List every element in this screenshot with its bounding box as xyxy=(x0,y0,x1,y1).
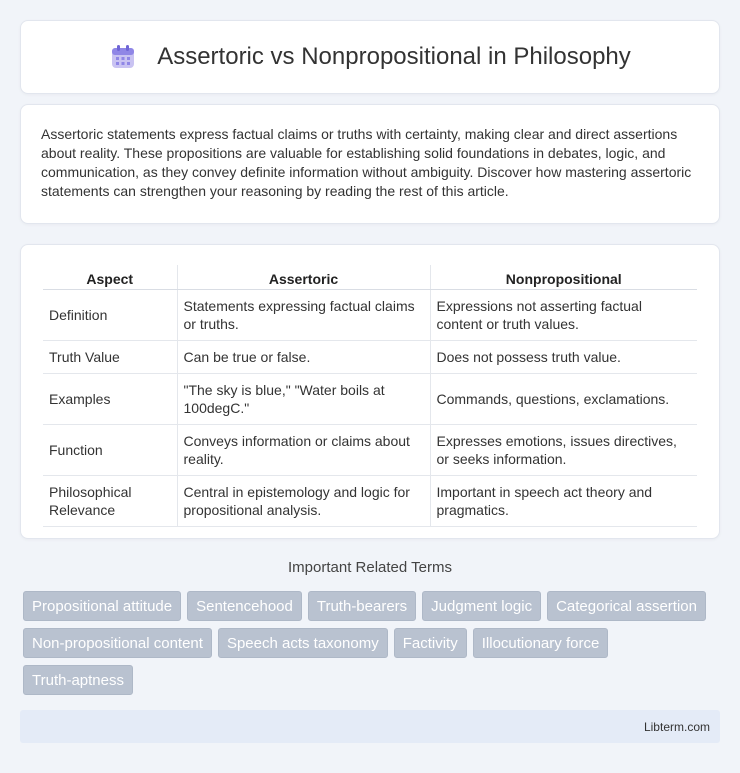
related-term-tag[interactable]: Propositional attitude xyxy=(23,591,181,621)
table-row xyxy=(43,425,697,476)
related-term-tag[interactable]: Categorical assertion xyxy=(547,591,706,621)
cell-assertoric: "The sky is blue," "Water boils at 100degC." xyxy=(177,374,430,425)
comparison-card xyxy=(20,244,720,539)
header-aspect: Aspect xyxy=(43,265,177,290)
related-term-tag[interactable]: Speech acts taxonomy xyxy=(218,628,388,658)
cell-assertoric: Can be true or false. xyxy=(177,341,430,374)
header-assertoric: Assertoric xyxy=(177,265,430,290)
related-term-tag[interactable]: Sentencehood xyxy=(187,591,302,621)
comparison-table xyxy=(43,265,697,527)
related-terms-list xyxy=(23,591,723,695)
cell-aspect: Examples xyxy=(43,374,177,425)
table-header-row xyxy=(43,265,697,290)
footer-site-link[interactable]: Libterm.com xyxy=(643,719,710,734)
table-row xyxy=(43,290,697,341)
table-row xyxy=(43,476,697,527)
cell-nonpropositional: Important in speech act theory and pragmatics. xyxy=(430,476,697,527)
intro-card xyxy=(20,104,720,224)
cell-aspect: Philosophical Relevance xyxy=(43,476,177,527)
intro-paragraph: Assertoric statements express factual claims or truths with certainty, making clear and direct assertions about reality. These propositions are valuable for establishing solid foundations in debates, logic, and communication, as they convey definite information without ambiguity. Discover how mastering assertoric statements can strengthen your reasoning by reading the rest of this article. xyxy=(41,126,692,199)
footer xyxy=(20,710,720,743)
cell-assertoric: Statements expressing factual claims or truths. xyxy=(177,290,430,341)
table-row xyxy=(43,374,697,425)
table-row xyxy=(43,341,697,374)
related-term-tag[interactable]: Non-propositional content xyxy=(23,628,212,658)
cell-assertoric: Conveys information or claims about reality. xyxy=(177,425,430,476)
cell-nonpropositional: Expresses emotions, issues directives, or seeks information. xyxy=(430,425,697,476)
cell-nonpropositional: Does not possess truth value. xyxy=(430,341,697,374)
related-term-tag[interactable]: Illocutionary force xyxy=(473,628,609,658)
header-card xyxy=(20,20,720,94)
related-term-tag[interactable]: Judgment logic xyxy=(422,591,541,621)
cell-assertoric: Central in epistemology and logic for propositional analysis. xyxy=(177,476,430,527)
cell-aspect: Truth Value xyxy=(43,341,177,374)
header xyxy=(109,43,631,71)
header-nonpropositional: Nonpropositional xyxy=(430,265,697,290)
related-terms-title: Important Related Terms xyxy=(288,559,452,576)
related-term-tag[interactable]: Truth-aptness xyxy=(23,665,133,695)
cell-aspect: Definition xyxy=(43,290,177,341)
cell-nonpropositional: Expressions not asserting factual content or truth values. xyxy=(430,290,697,341)
related-term-tag[interactable]: Factivity xyxy=(394,628,467,658)
calendar-icon xyxy=(109,43,137,71)
cell-nonpropositional: Commands, questions, exclamations. xyxy=(430,374,697,425)
page-title: Assertoric vs Nonpropositional in Philosophy xyxy=(157,43,631,70)
related-term-tag[interactable]: Truth-bearers xyxy=(308,591,416,621)
cell-aspect: Function xyxy=(43,425,177,476)
